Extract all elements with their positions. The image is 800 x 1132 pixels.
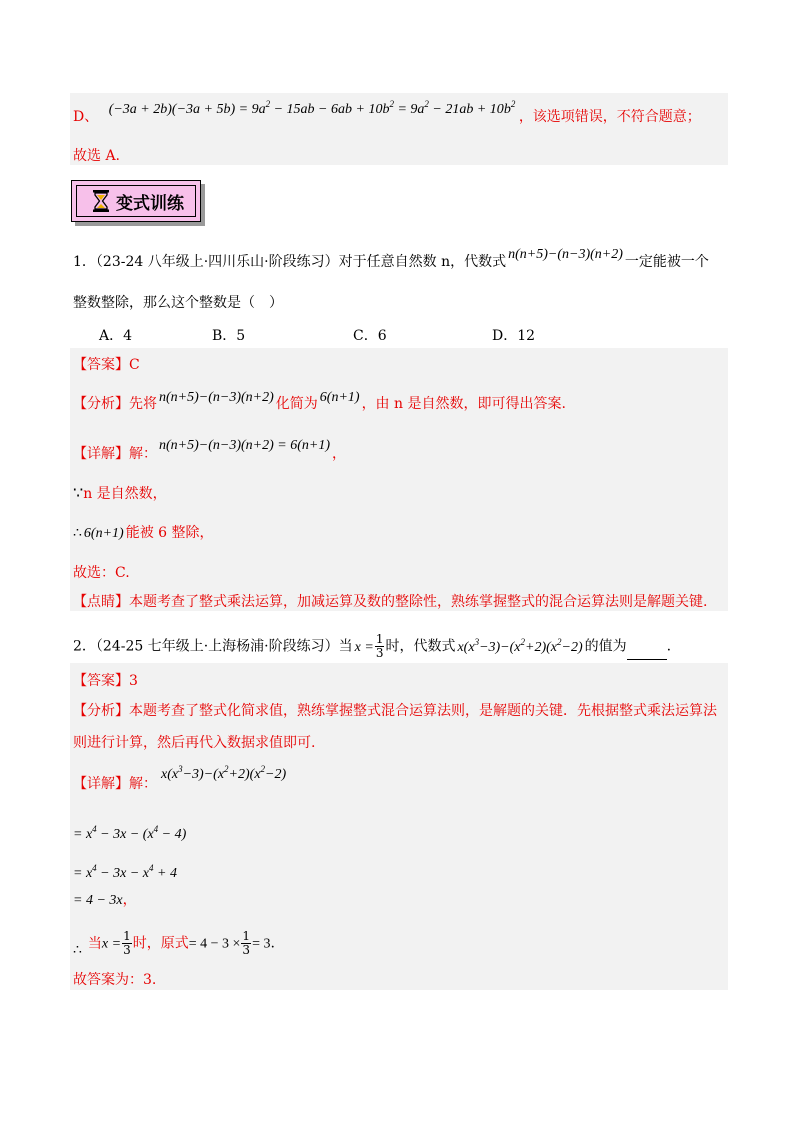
option-d-line [73, 99, 701, 128]
q1-analysis-c: ，由 n 是自然数，即可得出答案. [361, 396, 566, 412]
q1-detail-label: 【详解】 [73, 446, 129, 462]
q1-expression: n(n+5)−(n−3)(n+2) [508, 247, 623, 262]
q2-detail-line [73, 764, 287, 795]
q2-x-equals: x = [354, 639, 374, 655]
q2-answer-label: 【答案】 [73, 673, 129, 689]
q1-detail-expression: n(n+5)−(n−3)(n+2) = 6(n+1) [159, 438, 330, 453]
q1-because-line [73, 483, 167, 504]
q1-stem-line1 [73, 247, 709, 273]
q2-step2: = $x^4 - 3x - x^4 + 4$ [73, 863, 177, 881]
q2-detail-label: 【详解】 [73, 776, 129, 792]
previous-choice: 故选 A. [73, 148, 121, 164]
q2-step1: = $x^4 - 3x - (x^4 - 4)$ [73, 824, 187, 842]
q2-final-b: 时，原式 [132, 935, 189, 952]
q1-choice: 故选：C. [73, 565, 130, 581]
q1-number: 1． [73, 254, 96, 270]
q2-number: 2． [73, 638, 96, 655]
q1-therefore-text: 能被 6 整除， [125, 525, 214, 541]
q2-final-fraction-1: $\frac{1}{3}$ [123, 929, 131, 957]
q2-stem-b: 时，代数式 [385, 638, 456, 655]
q1-therefore-expression: 6(n+1) [83, 526, 124, 541]
q1-option-c[interactable]: C．6 [353, 328, 387, 344]
q2-stem-end: . [666, 638, 672, 655]
q1-solution-box [70, 348, 728, 611]
hourglass-icon [92, 190, 110, 212]
q2-step3-tail: ， [122, 892, 137, 908]
because-symbol: ∵ [73, 483, 84, 502]
q2-answer: 3 [129, 673, 138, 689]
q2-expression: $x(x^3-3)-(x^2+2)(x^2-2)$ [457, 636, 583, 655]
q1-detail-suffix: ， [332, 446, 346, 462]
q1-source: （23-24 八年级上·四川乐山·阶段练习） [95, 254, 339, 270]
q1-option-a[interactable]: A．4 [99, 328, 133, 344]
q2-source: （24-25 七年级上·上海杨浦·阶段练习） [95, 638, 339, 655]
q1-option-b[interactable]: B．5 [212, 328, 246, 344]
option-d-expression: $(-3a + 2b)(-3a + 5b) = 9a^2 - 15ab - 6ab + 10b^2 = 9a^2 - 21ab + 10b^2$ [108, 99, 516, 117]
q2-detail-expression: $x(x^3-3)-(x^2+2)(x^2-2)$ [161, 764, 287, 782]
section-heading-title: 变式训练 [116, 194, 184, 214]
q2-final-fraction-2: $\frac{1}{3}$ [242, 929, 251, 957]
q1-analysis-expression: n(n+5)−(n−3)(n+2) [159, 390, 274, 405]
q1-analysis-result: 6(n+1) [319, 390, 360, 405]
q1-analysis-line [73, 390, 566, 415]
q2-final-c: = 4 − 3 × [188, 936, 241, 952]
q2-answer-line [73, 671, 138, 691]
q1-analysis-b: 化简为 [275, 396, 318, 412]
q1-comment-label: 【点睛】 [73, 594, 129, 610]
option-d-label: D、 [73, 109, 99, 125]
q2-analysis-label: 【分析】 [73, 703, 129, 719]
q1-stem-line2: 整数整除，那么这个整数是（ ） [73, 295, 283, 311]
q2-analysis-line2: 则进行计算，然后再代入数据求值即可. [73, 735, 316, 751]
q1-therefore-line [73, 523, 214, 544]
q2-stem-c: 的值为 [584, 638, 627, 655]
q2-stem-a: 当 [338, 638, 353, 655]
q2-final-x: x = [101, 936, 122, 952]
option-d-comment: ，该选项错误，不符合题意； [518, 109, 701, 125]
q2-final-d: = 3 [252, 936, 271, 952]
q2-fraction: $\frac{1}{3}$ [375, 632, 384, 660]
q1-analysis-label: 【分析】 [73, 396, 129, 412]
q1-answer: C [129, 357, 140, 373]
q2-final-a: 当 [87, 935, 102, 952]
q2-analysis-line1 [73, 701, 717, 721]
q2-detail-prefix: 解： [129, 776, 157, 792]
q2-answer-blank[interactable] [627, 645, 667, 660]
q1-because-text: n 是自然数， [83, 486, 167, 502]
section-heading-box [71, 180, 201, 222]
q1-answer-label: 【答案】 [73, 357, 129, 373]
q1-comment-line [73, 592, 707, 612]
q1-analysis-a: 先将 [129, 396, 157, 412]
q1-comment-text: 本题考查了整式乘法运算，加减运算及数的整除性，熟练掌握整式的混合运算法则是解题关键. [129, 594, 708, 610]
q2-conclusion: 故答案为：3. [73, 972, 157, 988]
q2-final-e: . [270, 935, 275, 952]
q2-final-line [73, 930, 275, 957]
q2-step3: = 4 − 3x [73, 893, 123, 908]
therefore-symbol-2: ∴ [73, 941, 82, 958]
q2-analysis-text1: 本题考查了整式化简求值，熟练掌握整式混合运算法则，是解题的关键．先根据整式乘法运算法 [129, 703, 717, 719]
q1-answer-line [73, 355, 140, 375]
q2-stem-line [73, 633, 671, 660]
q2-step3-line [73, 890, 137, 911]
therefore-symbol: ∴ [73, 525, 82, 541]
q1-option-d[interactable]: D．12 [492, 328, 536, 344]
q1-detail-line [73, 438, 346, 465]
q1-stem-a: 对于任意自然数 n，代数式 [338, 254, 507, 270]
q1-detail-prefix: 解： [129, 446, 157, 462]
q1-stem-b: 一定能被一个 [624, 254, 709, 270]
